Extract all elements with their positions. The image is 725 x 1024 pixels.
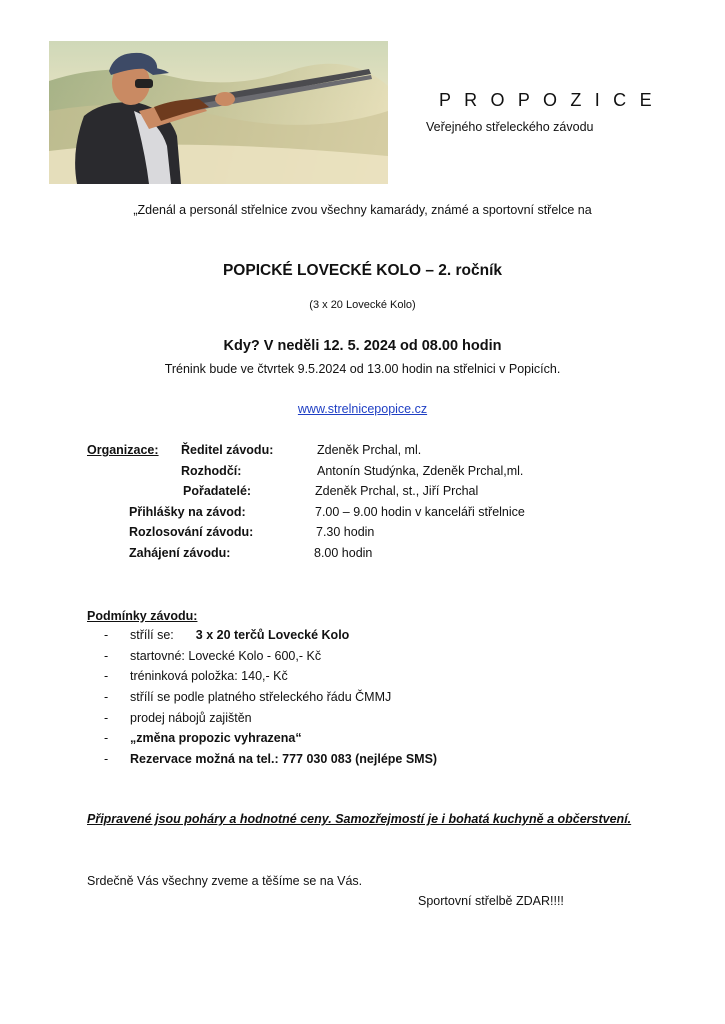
bullet-dash: - [104,711,109,725]
org-value-start: 8.00 hodin [314,546,373,560]
signoff-text: Sportovní střelbě ZDAR!!!! [418,894,564,908]
training-info: Trénink bude ve čtvrtek 9.5.2024 od 13.00 hodin na střelnici v Popicích. [164,362,561,376]
page-title: P R O P O Z I C E [439,90,656,110]
bullet-dash: - [104,669,109,683]
invitation-text: „Zdenál a personál střelnice zvou všechny kamarády, známé a sportovní střelce na [133,203,592,217]
condition-text: prodej nábojů zajištěn [130,711,252,725]
farewell-text: Srdečně Vás všechny zveme a těšíme se na Vás. [87,874,363,888]
org-label-start: Zahájení závodu: [129,546,231,560]
event-note: (3 x 20 Lovecké Kolo) [309,299,416,311]
org-value-organizers: Zdeněk Prchal, st., Jiří Prchal [315,484,479,498]
org-label-director: Ředitel závodu: [181,443,274,457]
website-link[interactable]: www.strelnicepopice.cz [297,402,428,416]
conditions-heading: Podmínky závodu: [87,609,198,623]
org-value-draw: 7.30 hodin [316,525,375,539]
org-label-draw: Rozlosování závodu: [129,525,254,539]
bullet-dash: - [104,690,109,704]
org-label-organizers: Pořadatelé: [183,484,252,498]
condition-text: tréninková položka: 140,- Kč [130,669,288,683]
shooter-photo [49,41,388,184]
page-subtitle: Veřejného střeleckého závodu [426,120,594,134]
prizes-note: Připravené jsou poháry a hodnotné ceny. Samozřejmostí je i bohatá kuchyně a občerstvení. [87,812,632,826]
event-date: Kdy? V neděli 12. 5. 2024 od 08.00 hodin [223,338,502,354]
condition-text: střílí se podle platného střeleckého řádu ČMMJ [130,690,392,704]
condition-bold: „změna propozic vyhrazena“ [130,731,302,745]
bullet-dash: - [104,731,109,745]
condition-prefix: střílí se: [130,628,174,642]
condition-bold: 3 x 20 terčů Lovecké Kolo [195,628,350,642]
org-value-referee: Antonín Studýnka, Zdeněk Prchal,ml. [317,464,524,478]
condition-bold: Rezervace možná na tel.: 777 030 083 (nejlépe SMS) [130,752,438,766]
condition-text: startovné: Lovecké Kolo - 600,- Kč [130,649,322,663]
bullet-dash: - [104,628,109,642]
org-label-registration: Přihlášky na závod: [129,505,246,519]
bullet-dash: - [104,752,109,766]
organization-heading: Organizace: [87,443,159,457]
event-name: POPICKÉ LOVECKÉ KOLO – 2. ročník [222,262,503,279]
org-value-director: Zdeněk Prchal, ml. [317,443,422,457]
org-label-referee: Rozhodčí: [181,464,242,478]
shooter-with-shotgun-icon [49,41,388,184]
org-value-registration: 7.00 – 9.00 hodin v kanceláři střelnice [315,505,525,519]
bullet-dash: - [104,649,109,663]
